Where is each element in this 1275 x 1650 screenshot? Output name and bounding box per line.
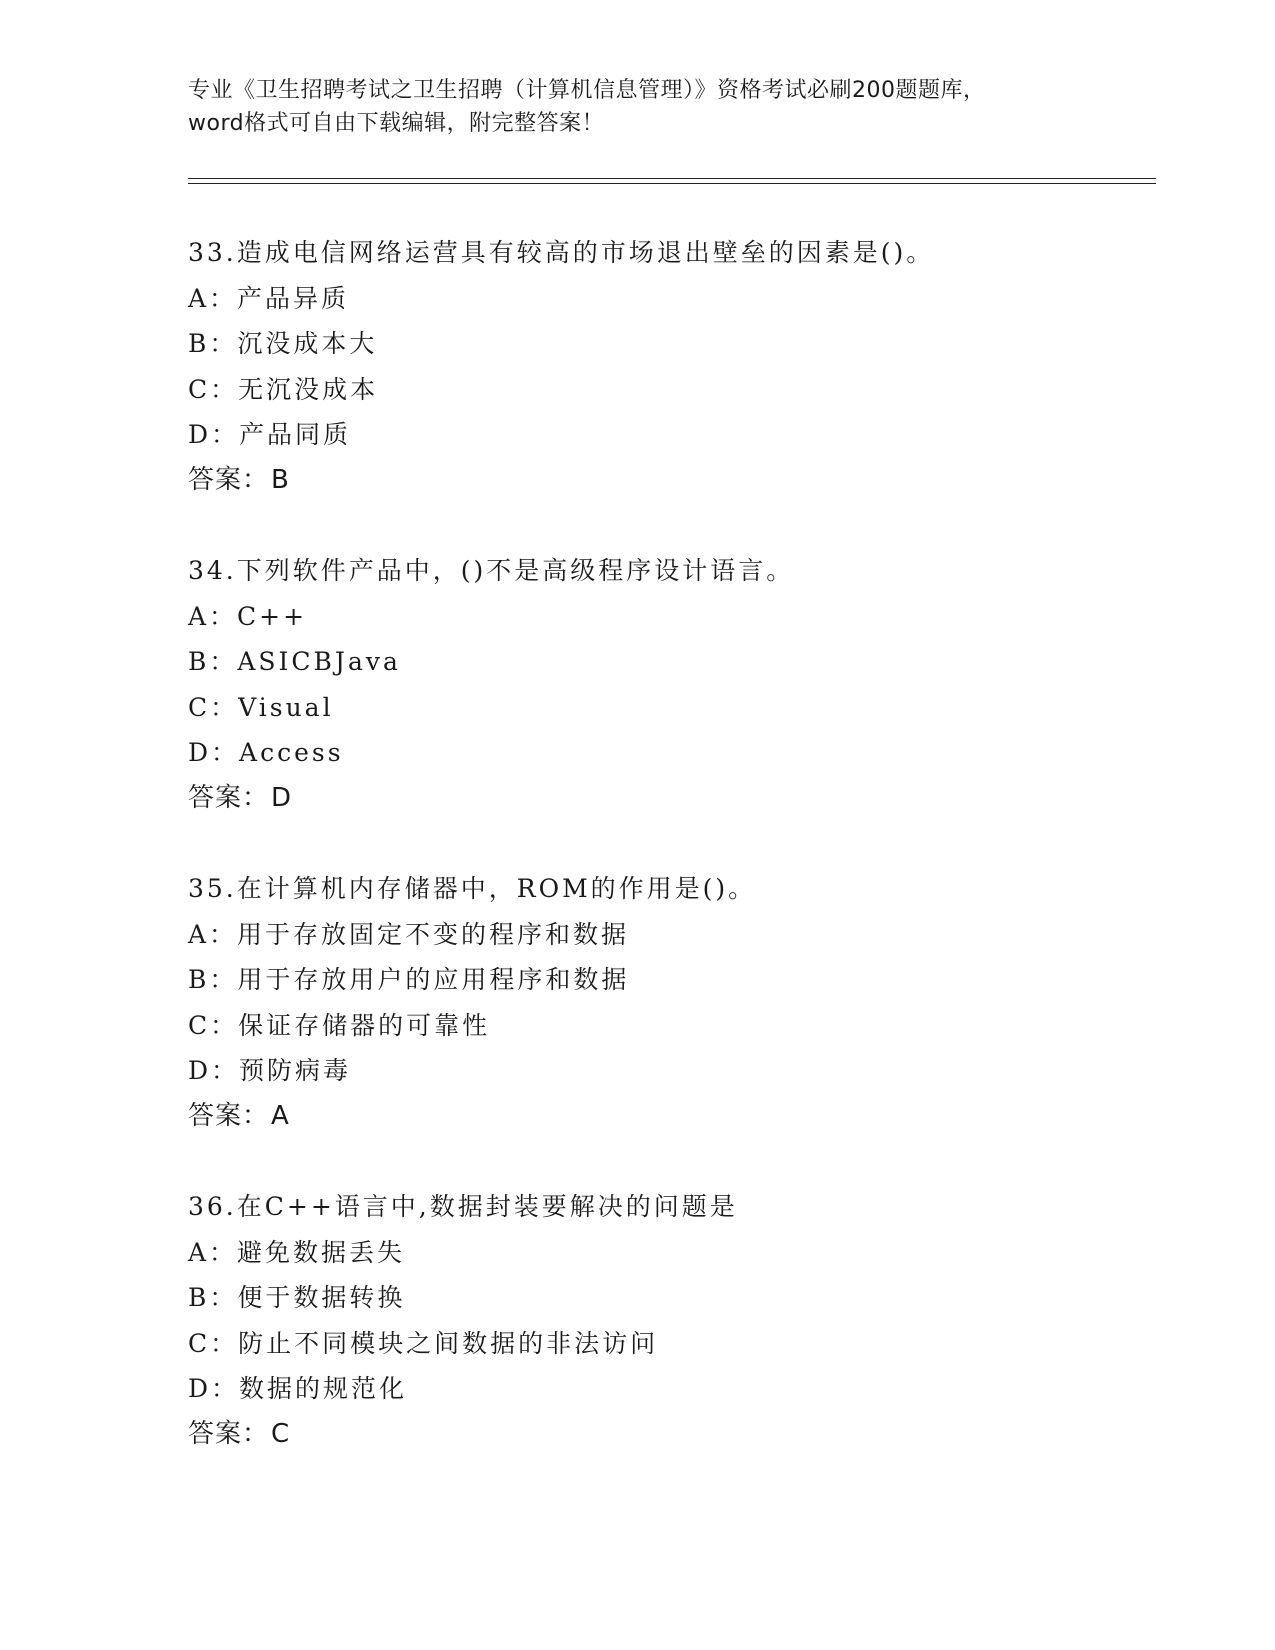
answer-line bbox=[188, 1094, 1128, 1140]
answer-label: 答案： bbox=[188, 1100, 270, 1131]
answer-label: 答案： bbox=[188, 1418, 270, 1449]
header-divider-bottom bbox=[188, 183, 1156, 184]
option-d: D：数据的规范化 bbox=[188, 1374, 408, 1403]
option-c: C：无沉没成本 bbox=[188, 374, 379, 404]
answer-label: 答案： bbox=[188, 464, 270, 495]
option-a: A：产品异质 bbox=[188, 283, 350, 313]
question-35 bbox=[188, 866, 1128, 1139]
option-a: A：C++ bbox=[188, 601, 308, 631]
option-c: C：防止不同模块之间数据的非法访问 bbox=[188, 1328, 659, 1358]
answer-label: 答案： bbox=[188, 782, 270, 813]
answer-value: C bbox=[271, 1418, 291, 1449]
option-c: C：Visual bbox=[188, 692, 334, 722]
document-header bbox=[188, 74, 1088, 140]
answer-value: B bbox=[271, 464, 290, 495]
option-a: A：用于存放固定不变的程序和数据 bbox=[188, 919, 630, 949]
question-title: 36.在C++语言中,数据封装要解决的问题是 bbox=[188, 1192, 738, 1221]
question-title: 34.下列软件产品中，()不是高级程序设计语言。 bbox=[188, 556, 795, 585]
option-b: B：便于数据转换 bbox=[188, 1283, 406, 1312]
header-divider-top bbox=[188, 178, 1156, 179]
header-line-1: 专业《卫生招聘考试之卫生招聘（计算机信息管理）》资格考试必刷200题题库， bbox=[188, 78, 986, 103]
question-title: 33.造成电信网络运营具有较高的市场退出壁垒的因素是()。 bbox=[188, 238, 935, 267]
option-b: B：ASICBJava bbox=[188, 647, 401, 676]
question-33 bbox=[188, 230, 1128, 503]
answer-value: D bbox=[271, 782, 293, 813]
option-d: D：预防病毒 bbox=[188, 1056, 352, 1085]
option-c: C：保证存储器的可靠性 bbox=[188, 1010, 491, 1040]
option-d: D：Access bbox=[188, 738, 344, 767]
option-b: B：用于存放用户的应用程序和数据 bbox=[188, 965, 630, 994]
answer-line bbox=[188, 776, 1128, 822]
option-a: A：避免数据丢失 bbox=[188, 1237, 406, 1267]
answer-value: A bbox=[271, 1100, 290, 1131]
option-b: B：沉没成本大 bbox=[188, 329, 378, 358]
question-title: 35.在计算机内存储器中，ROM的作用是()。 bbox=[188, 874, 757, 903]
header-line-2: word格式可自由下载编辑，附完整答案！ bbox=[188, 111, 605, 136]
answer-line bbox=[188, 458, 1128, 504]
question-36 bbox=[188, 1184, 1128, 1457]
answer-line bbox=[188, 1412, 1128, 1458]
option-d: D：产品同质 bbox=[188, 420, 352, 449]
question-34 bbox=[188, 548, 1128, 821]
